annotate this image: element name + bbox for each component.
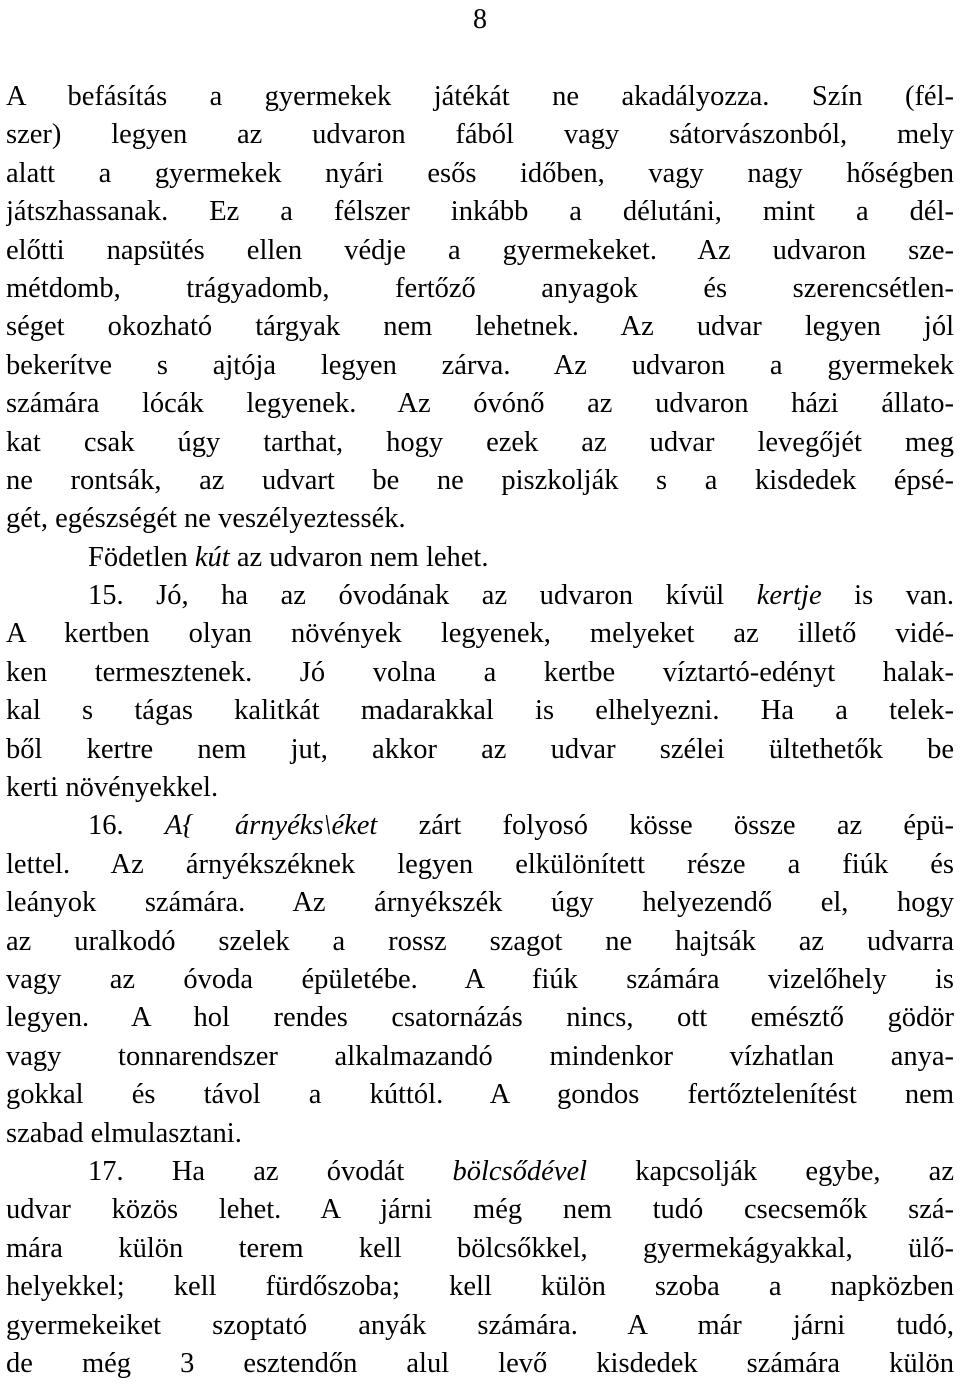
text-segment: gyermekeiket szoptató anyák számára. A már járni tudó, [6,1309,954,1341]
text-line [6,462,954,500]
text-line [6,116,954,154]
text-line [6,385,954,423]
text-line [6,884,954,922]
text-segment: gokkal és távol a kúttól. A gondos fertőztelenítést nem [6,1079,954,1111]
text-line [6,424,954,462]
text-segment: ken termesztenek. Jó volna a kertbe víztartó-edényt halak- [6,656,954,688]
text-segment: leányok számára. Az árnyékszék úgy helyezendő el, hogy [6,887,954,919]
text-segment: számára lócák legyenek. Az óvónő az udvaron házi állato- [6,388,954,420]
text-segment: mára külön terem kell bölcsőkkel, gyermekágyakkal, ülő- [6,1232,954,1264]
text-segment: ből kertre nem jut, akkor az udvar szélei ültethetők be [6,733,954,765]
text-segment: kat csak úgy tarthat, hogy ezek az udvar levegőjét meg [6,426,954,458]
text-line [6,577,954,615]
text-segment: vagy az óvoda épületébe. A fiúk számára vizelőhely is [6,963,954,995]
text-line [6,193,954,231]
text-line [6,1076,954,1114]
text-segment: játszhassanak. Ez a félszer inkább a délutáni, mint a dél- [6,196,954,228]
page-number: 8 [473,4,487,35]
text-line [6,1345,954,1383]
text-line [6,961,954,999]
text-line [6,769,954,807]
text-segment: A kertben olyan növények legyenek, melyeket az illető vidé- [6,618,954,650]
text-segment: előtti napsütés ellen védje a gyermekeket. Az udvaron sze- [6,234,954,266]
text-segment: bekerítve s ajtója legyen zárva. Az udvaron a gyermekek [6,349,954,381]
text-segment: vagy tonnarendszer alkalmazandó mindenkor vízhatlan anya- [6,1040,954,1072]
text-segment: szer) legyen az udvaron fából vagy sátorvászonból, mely [6,119,954,151]
text-line [6,999,954,1037]
text-line [6,1230,954,1268]
text-line [6,270,954,308]
text-segment: is van. [821,580,954,612]
text-line [6,692,954,730]
text-segment: szabad elmulasztani. [6,1117,242,1149]
text-line [6,1268,954,1306]
italic-text: kertje [756,580,822,612]
text-line [6,923,954,961]
text-segment: ne rontsák, az udvart be ne piszkolják s a kisdedek épsé- [6,464,954,496]
text-segment: legyen. A hol rendes csatornázás nincs, ott emésztő gödör [6,1002,954,1034]
text-segment: zárt folyosó kösse össze az épü- [377,810,954,842]
text-line [6,347,954,385]
text-line [6,615,954,653]
text-segment: de még 3 esztendőn alul levő kisdedek számára külön [6,1347,954,1379]
text-segment: 17. Ha az óvodát [88,1155,453,1187]
text-line [6,308,954,346]
text-segment: Födetlen [88,541,195,573]
text-segment: kapcsolják egybe, az [587,1155,954,1187]
text-segment: helyekkel; kell fürdőszoba; kell külön szoba a napközben [6,1271,954,1303]
document-body [6,78,954,1383]
text-segment: gét, egészségét ne veszélyeztessék. [6,503,406,535]
text-segment: alatt a gyermekek nyári esős időben, vagy nagy hőségben [6,157,954,189]
text-line [6,1191,954,1229]
italic-text: bölcsődével [452,1155,588,1187]
text-line [6,1153,954,1191]
italic-text: A{ árnyéks\éket [164,810,378,842]
text-line [6,846,954,884]
text-line [6,1115,954,1153]
text-line [6,1038,954,1076]
text-segment: kal s tágas kalitkát madarakkal is elhelyezni. Ha a telek- [6,695,954,727]
text-line [6,539,954,577]
text-line [6,232,954,270]
text-segment: kerti növényekkel. [6,772,219,804]
text-segment: az udvaron nem lehet. [229,541,489,573]
text-line [6,731,954,769]
text-segment: 15. Jó, ha az óvodának az udvaron kívül [88,580,757,612]
text-line [6,78,954,116]
text-line [6,500,954,538]
text-segment: séget okozható tárgyak nem lehetnek. Az udvar legyen jól [6,311,954,343]
italic-text: kút [194,541,230,573]
text-segment: A befásítás a gyermekek játékát ne akadályozza. Szín (fél- [6,81,954,112]
text-line [6,654,954,692]
text-line [6,807,954,845]
text-segment: az uralkodó szelek a rossz szagot ne hajtsák az udvarra [6,925,954,957]
text-segment: lettel. Az árnyékszéknek legyen elkülönített része a fiúk és [6,848,954,880]
text-line [6,155,954,193]
text-segment: 16. [88,810,165,842]
text-segment: udvar közös lehet. A járni még nem tudó csecsemők szá- [6,1194,954,1226]
text-segment: métdomb, trágyadomb, fertőző anyagok és szerencsétlen- [6,272,954,304]
text-line [6,1307,954,1345]
